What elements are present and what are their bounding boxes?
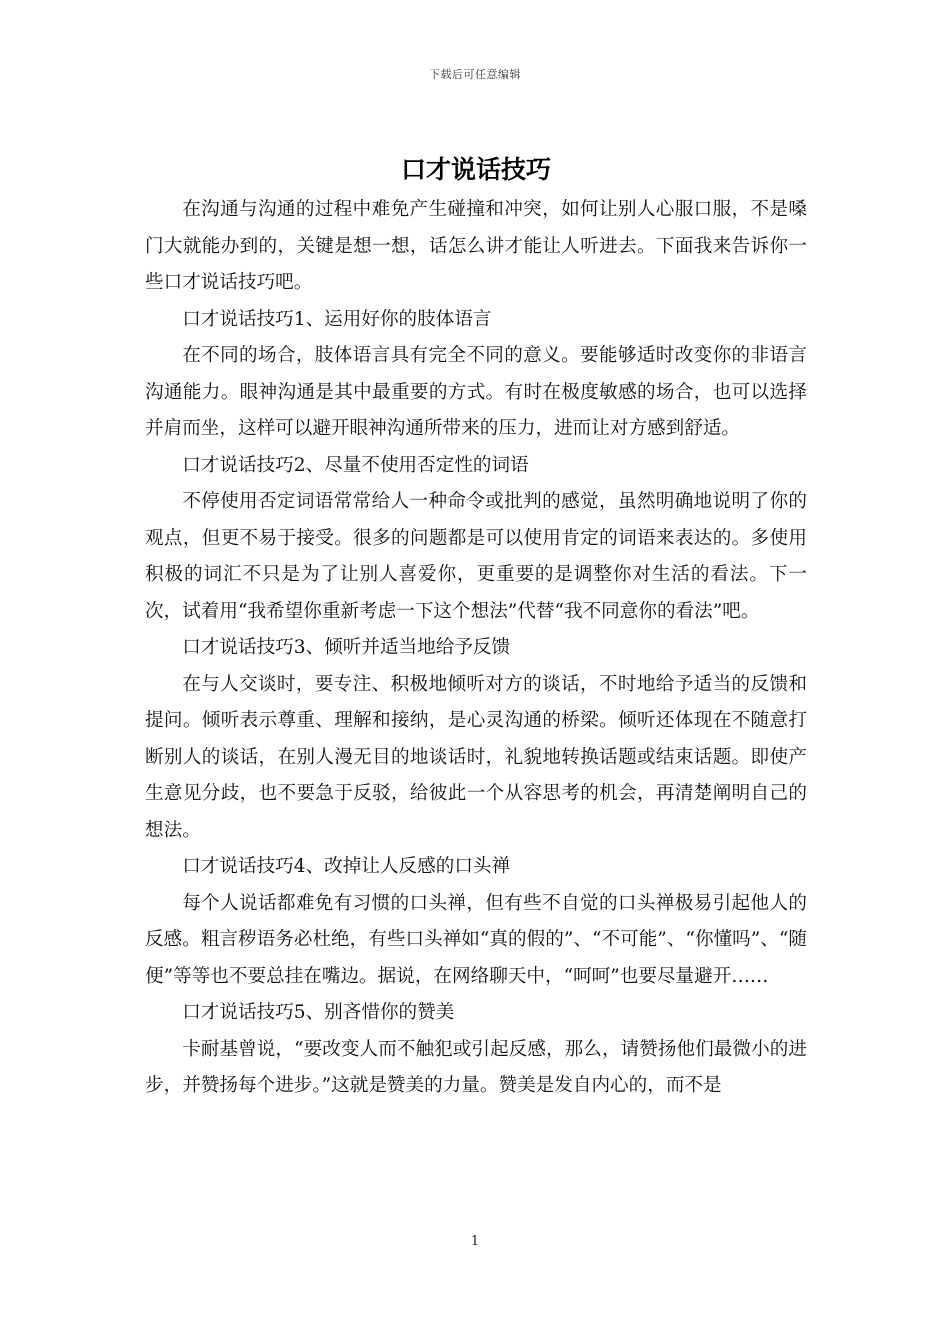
section-body-3: 在与人交谈时，要专注、积极地倾听对方的谈话，不时地给予适当的反馈和提问。倾听表示尊重、理解和接纳，是心灵沟通的桥梁。倾听还体现在不随意打断别人的谈话，在别人漫无目的地谈话时，礼貌地转换话题或结束话题。即使产生意见分歧，也不要急于反驳，给彼此一个从容思考的机会，再清楚阐明自己的想法。 — [145, 673, 807, 841]
section-body-5: 卡耐基曾说，“要改变人而不触犯或引起反感，那么，请赞扬他们最微小的进步，并赞扬每个进步。”这就是赞美的力量。赞美是发自内心的，而不是 — [145, 1038, 807, 1096]
section-heading-3: 口才说话技巧3、倾听并适当地给予反馈 — [182, 637, 511, 658]
document-title: 口才说话技巧 — [400, 155, 551, 184]
section-body-1: 在不同的场合，肢体语言具有完全不同的意义。要能够适时改变你的非语言沟通能力。眼神沟通是其中最重要的方式。有时在极度敏感的场合，也可以选择并肩而坐，这样可以避开眼神沟通所带来的压力，进而让对方感到舒适。 — [145, 345, 807, 439]
section-body-4: 每个人说话都难免有习惯的口头禅，但有些不自觉的口头禅极易引起他人的反感。粗言秽语务必杜绝，有些口头禅如“真的假的”、“不可能”、“你懂吗”、“随便”等等也不要总挂在嘴边。据说，在网络聊天中，“呵呵”也要尽量避开…… — [145, 892, 807, 987]
page-header: 下载后可任意编辑 — [429, 68, 521, 81]
page-number: 1 — [470, 1234, 480, 1249]
section-heading-1: 口才说话技巧1、运用好你的肢体语言 — [182, 308, 492, 330]
section-heading-5: 口才说话技巧5、别吝惜你的赞美 — [182, 1002, 455, 1023]
section-heading-4: 口才说话技巧4、改掉让人反感的口头禅 — [182, 856, 511, 877]
intro-paragraph: 在沟通与沟通的过程中难免产生碰撞和冲突，如何让别人心服口服，不是嗓门大就能办到的，关键是想一想，话怎么讲才能让人听进去。下面我来告诉你一些口才说话技巧吧。 — [145, 199, 807, 293]
document-content — [145, 150, 807, 1105]
section-body-2: 不停使用否定词语常常给人一种命令或批判的感觉，虽然明确地说明了你的观点，但更不易于接受。很多的问题都是可以使用肯定的词语来表达的。多使用积极的词汇不只是为了让别人喜爱你，更重要的是调整你对生活的看法。下一次，试着用“我希望你重新考虑一下这个想法”代替“我不同意你的看法”吧。 — [145, 491, 807, 622]
section-heading-2: 口才说话技巧2、尽量不使用否定性的词语 — [182, 454, 529, 476]
